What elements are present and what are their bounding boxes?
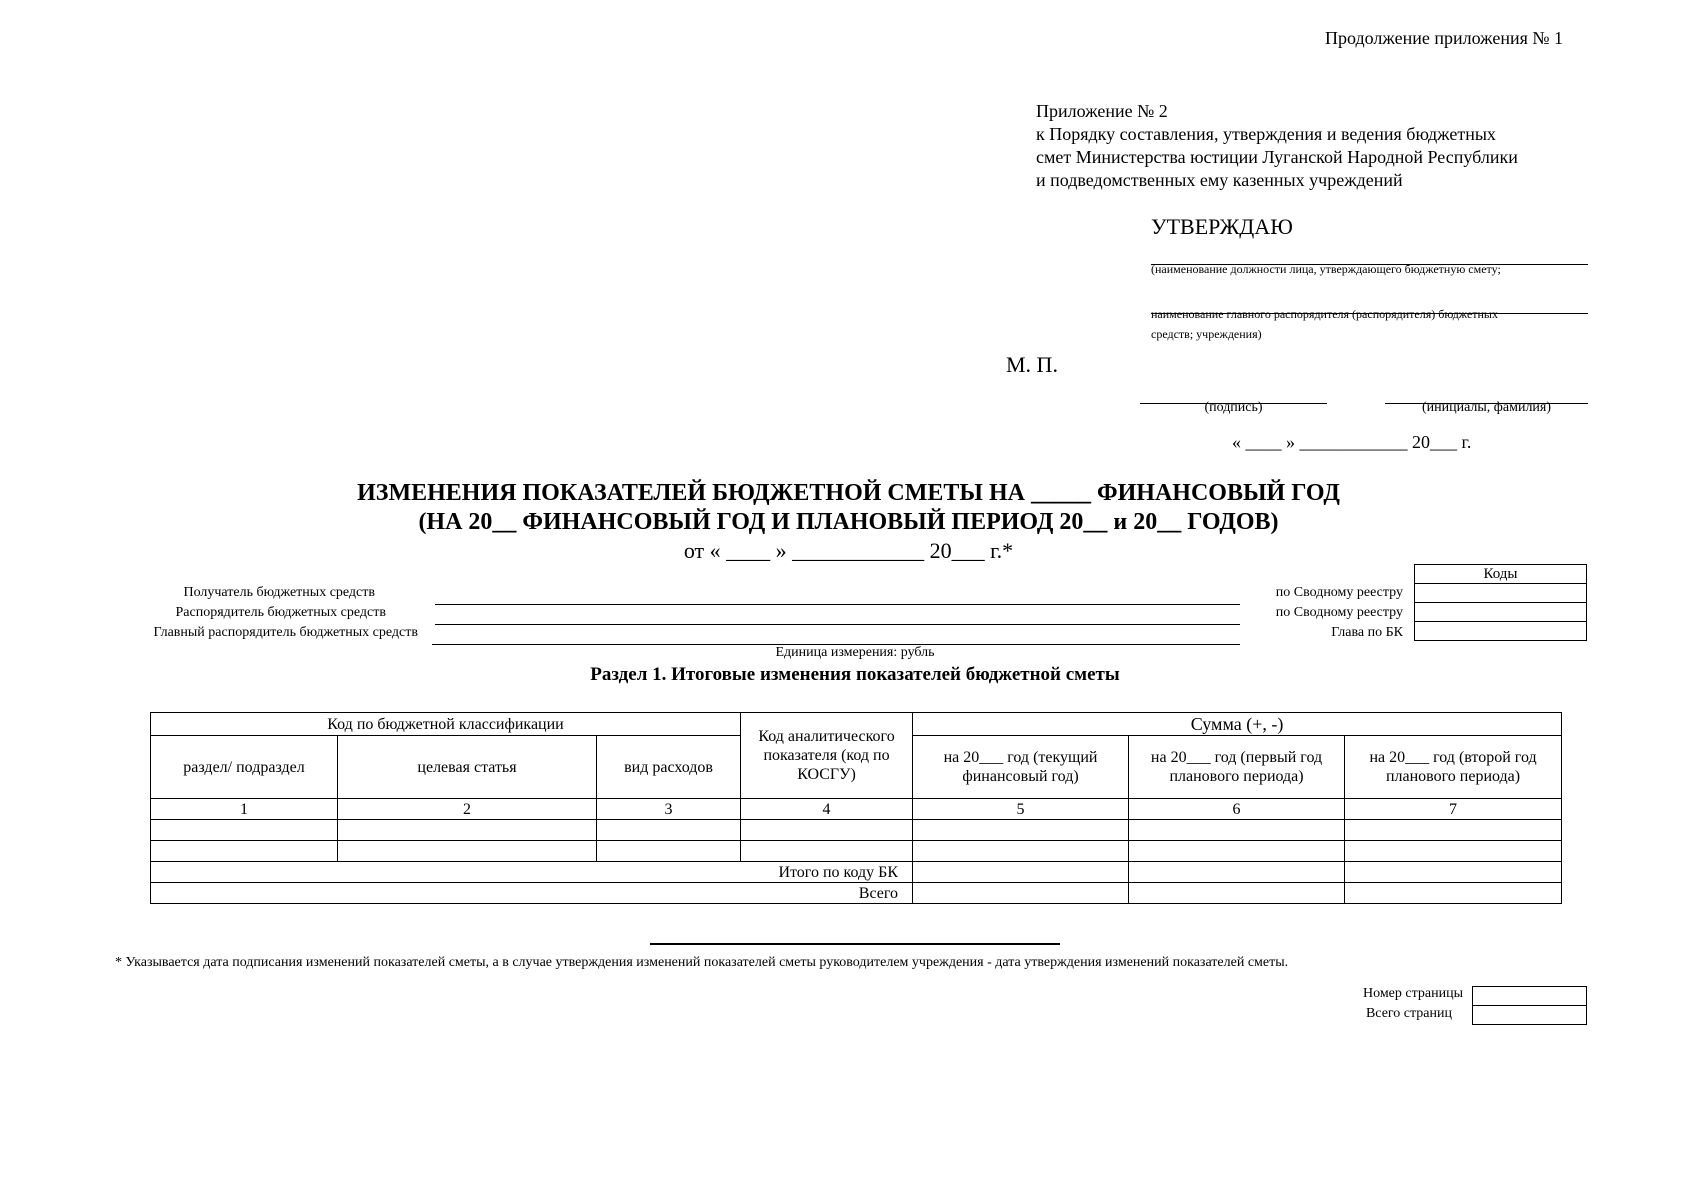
header-year-current: на 20___ год (текущий финансовый год) [913, 736, 1129, 799]
approval-hint: (наименование должности лица, утверждающего бюджетную смету; [1151, 262, 1501, 276]
document-date: от « ____ » ____________ 20___ г.* [683, 538, 1014, 563]
code-cell[interactable] [1415, 584, 1587, 603]
pages-table [1472, 986, 1587, 1025]
column-number: 3 [597, 799, 741, 820]
table-row [151, 820, 1562, 841]
table-cell[interactable] [597, 820, 741, 841]
column-number: 5 [913, 799, 1129, 820]
header-bk-group: Код по бюджетной классификации [151, 713, 741, 736]
initials-hint: (инициалы, фамилия) [1421, 400, 1552, 415]
total-all-label: Всего [151, 883, 913, 904]
codes-header: Коды [1415, 565, 1587, 584]
field-line-recipient[interactable] [435, 604, 1240, 605]
table-cell[interactable] [913, 862, 1129, 883]
total-pages-label: Всего страниц [1365, 1006, 1452, 1021]
table-cell[interactable] [741, 820, 913, 841]
approval-hint: наименование главного распорядителя (распорядителя) бюджетных [1151, 307, 1498, 321]
table-cell[interactable] [151, 820, 338, 841]
approval-date: « ____ » ____________ 20___ г. [1232, 432, 1472, 452]
section-title: Раздел 1. Итоговые изменения показателей бюджетной сметы [590, 664, 1120, 685]
field-line-manager[interactable] [435, 624, 1240, 625]
header-razdel: раздел/ подраздел [151, 736, 338, 799]
signature-hint: (подпись) [1204, 400, 1263, 415]
table-cell[interactable] [338, 841, 597, 862]
total-bk-label: Итого по коду БК [151, 862, 913, 883]
continuation-note: Продолжение приложения № 1 [1325, 28, 1564, 48]
table-cell[interactable] [151, 841, 338, 862]
table-cell[interactable] [1345, 862, 1562, 883]
document-title: ИЗМЕНЕНИЯ ПОКАЗАТЕЛЕЙ БЮДЖЕТНОЙ СМЕТЫ НА _____ ФИНАНСОВЫЙ ГОД [357, 480, 1340, 506]
codes-table [1414, 564, 1587, 641]
unit-of-measure: Единица измерения: рубль [775, 645, 935, 660]
appendix-line: смет Министерства юстиции Луганской Народной Республики [1036, 147, 1518, 167]
stamp-place: М. П. [1006, 352, 1058, 377]
field-label: Главный распорядитель бюджетных средств [153, 625, 418, 640]
column-number: 1 [151, 799, 338, 820]
table-cell[interactable] [597, 841, 741, 862]
field-label: Получатель бюджетных средств [183, 585, 375, 600]
page-number-cell[interactable] [1473, 987, 1587, 1006]
approval-hint: средств; учреждения) [1151, 327, 1262, 341]
total-all-row [151, 883, 1562, 904]
table-cell[interactable] [1345, 820, 1562, 841]
total-bk-row [151, 862, 1562, 883]
table-cell[interactable] [1129, 883, 1345, 904]
appendix-block [1036, 100, 1518, 192]
header-year-plan2: на 20___ год (второй год планового периода) [1345, 736, 1562, 799]
code-cell[interactable] [1415, 603, 1587, 622]
table-cell[interactable] [913, 883, 1129, 904]
header-sum-group: Сумма (+, -) [913, 713, 1562, 736]
table-cell[interactable] [338, 820, 597, 841]
code-cell[interactable] [1415, 622, 1587, 641]
field-label: Распорядитель бюджетных средств [175, 605, 386, 620]
column-number: 6 [1129, 799, 1345, 820]
footnote-separator [650, 943, 1060, 945]
table-cell[interactable] [1345, 841, 1562, 862]
appendix-line: к Порядку составления, утверждения и ведения бюджетных [1036, 124, 1496, 144]
field-code-label: по Сводному реестру [1275, 585, 1403, 600]
column-number: 4 [741, 799, 913, 820]
footnote: * Указывается дата подписания изменений показателей сметы, а в случае утверждения изменений показателей сметы руководителем учреждения - дата утверждения изменений показателей сметы. [115, 955, 1289, 970]
column-number: 2 [338, 799, 597, 820]
table-cell[interactable] [913, 841, 1129, 862]
header-analytic-code: Код аналитического показателя (код по КОСГУ) [741, 713, 913, 799]
budget-table [150, 712, 1562, 904]
table-cell[interactable] [741, 841, 913, 862]
table-cell[interactable] [1345, 883, 1562, 904]
table-cell[interactable] [913, 820, 1129, 841]
table-cell[interactable] [1129, 862, 1345, 883]
header-celevaya: целевая статья [338, 736, 597, 799]
table-cell[interactable] [1129, 841, 1345, 862]
table-cell[interactable] [1129, 820, 1345, 841]
appendix-line: и подведомственных ему казенных учреждений [1036, 170, 1403, 190]
field-code-label: по Сводному реестру [1275, 605, 1403, 620]
table-row [151, 841, 1562, 862]
header-year-plan1: на 20___ год (первый год планового периода) [1129, 736, 1345, 799]
header-vid: вид расходов [597, 736, 741, 799]
column-number: 7 [1345, 799, 1562, 820]
field-code-label: Глава по БК [1331, 625, 1403, 640]
page-number-label: Номер страницы [1362, 986, 1463, 1001]
approval-title: УТВЕРЖДАЮ [1151, 214, 1293, 239]
appendix-line: Приложение № 2 [1036, 101, 1168, 121]
total-pages-cell[interactable] [1473, 1006, 1587, 1025]
document-subtitle: (НА 20__ ФИНАНСОВЫЙ ГОД И ПЛАНОВЫЙ ПЕРИОД 20__ и 20__ ГОДОВ) [418, 509, 1279, 535]
